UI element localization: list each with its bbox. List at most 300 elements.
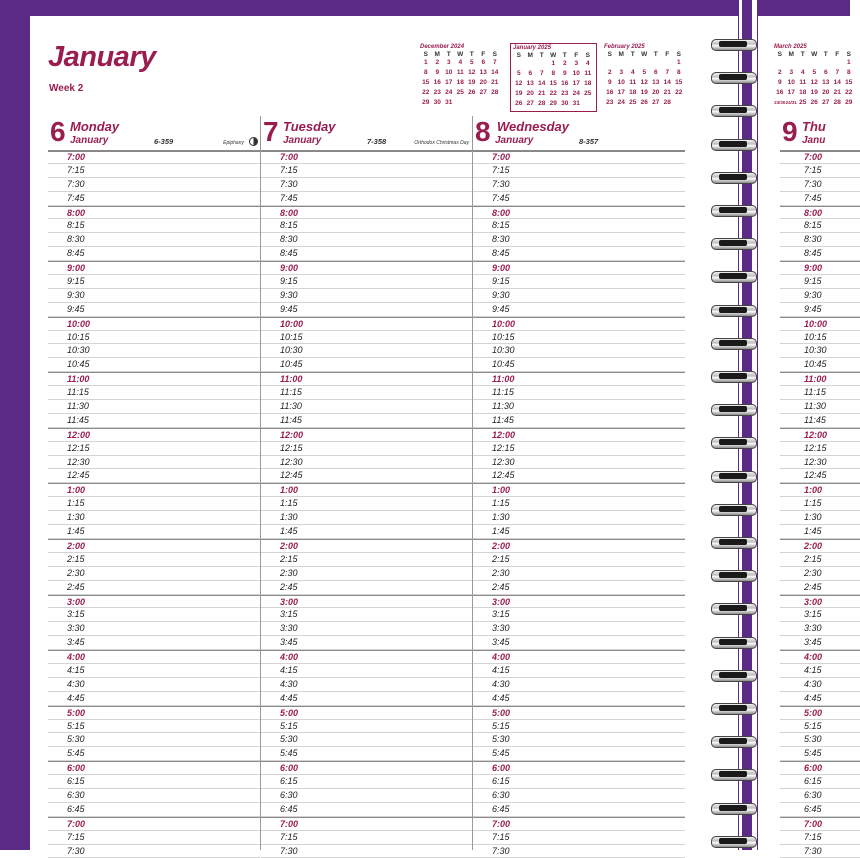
quarter-slot[interactable]: 4:30: [261, 678, 473, 692]
hour-slot[interactable]: 5:00: [473, 706, 685, 720]
spiral-coil: [711, 304, 755, 316]
quarter-slot[interactable]: 6:30: [261, 789, 473, 803]
quarter-slot[interactable]: 7:30: [48, 845, 260, 858]
mini-calendar-date: 25: [629, 99, 637, 106]
quarter-slot[interactable]: 2:30: [48, 567, 260, 581]
punch-hole: [719, 838, 747, 844]
quarter-slot[interactable]: 10:30: [780, 344, 860, 358]
spiral-coil: [711, 702, 755, 714]
quarter-slot[interactable]: 6:15: [473, 775, 685, 789]
mini-calendar-date: 12: [515, 80, 523, 87]
mini-calendar-title: February 2025: [604, 44, 645, 50]
mini-calendar-date: 24: [617, 99, 625, 106]
mini-calendar-date: 19: [515, 90, 523, 97]
punch-hole: [719, 174, 747, 180]
hour-slot[interactable]: 1:00: [261, 483, 473, 497]
quarter-slot[interactable]: 7:30: [48, 178, 260, 192]
quarter-slot[interactable]: 9:45: [48, 303, 260, 317]
quarter-slot[interactable]: 5:30: [780, 733, 860, 747]
quarter-slot[interactable]: 2:30: [473, 567, 685, 581]
quarter-slot[interactable]: 4:45: [261, 692, 473, 706]
quarter-slot[interactable]: 7:15: [473, 164, 685, 178]
mini-calendar-date: 25: [584, 90, 592, 97]
spiral-coil: [711, 270, 755, 282]
hour-slot[interactable]: 7:00: [48, 150, 260, 164]
hour-slot[interactable]: 5:00: [780, 706, 860, 720]
quarter-slot[interactable]: 8:30: [780, 233, 860, 247]
spiral-coil: [711, 104, 755, 116]
mini-calendar-date: 21: [491, 79, 499, 86]
hour-slot[interactable]: 11:00: [48, 372, 260, 386]
weekday-letter: M: [434, 51, 440, 58]
quarter-slot[interactable]: 3:15: [780, 608, 860, 622]
quarter-slot[interactable]: 7:15: [780, 831, 860, 845]
quarter-slot[interactable]: 5:45: [48, 747, 260, 761]
quarter-slot[interactable]: 9:15: [261, 275, 473, 289]
day-month: January: [283, 135, 322, 146]
weekday-letter: S: [777, 51, 782, 58]
hour-slot[interactable]: 3:00: [473, 595, 685, 609]
quarter-slot[interactable]: 3:30: [48, 622, 260, 636]
weekday-letter: M: [527, 52, 533, 59]
quarter-slot[interactable]: 1:30: [473, 511, 685, 525]
quarter-slot[interactable]: 12:45: [48, 469, 260, 483]
quarter-slot[interactable]: 3:15: [48, 608, 260, 622]
hour-slot[interactable]: 8:00: [780, 206, 860, 220]
weekday-letter: T: [446, 51, 451, 58]
hour-slot[interactable]: 10:00: [261, 317, 473, 331]
day-name: Wednesday: [497, 119, 570, 134]
hour-slot[interactable]: 1:00: [48, 483, 260, 497]
quarter-slot[interactable]: 1:45: [261, 525, 473, 539]
spiral-coil: [711, 802, 755, 814]
quarter-slot[interactable]: 12:45: [473, 469, 685, 483]
quarter-slot[interactable]: 2:15: [48, 553, 260, 567]
quarter-slot[interactable]: 1:30: [780, 511, 860, 525]
weekday-letter: W: [811, 51, 818, 58]
quarter-slot[interactable]: 10:15: [48, 331, 260, 345]
day-column: [48, 116, 260, 856]
mini-calendar-date: 9: [777, 79, 782, 86]
quarter-slot[interactable]: 1:15: [48, 497, 260, 511]
quarter-slot[interactable]: 1:15: [780, 497, 860, 511]
quarter-slot[interactable]: 10:45: [473, 358, 685, 372]
mini-calendar-date: 30: [433, 99, 441, 106]
hour-slot[interactable]: 3:00: [48, 595, 260, 609]
quarter-slot[interactable]: 6:30: [780, 789, 860, 803]
mini-calendar-date: 3: [789, 69, 794, 76]
quarter-slot[interactable]: 2:15: [261, 553, 473, 567]
quarter-slot[interactable]: 4:15: [473, 664, 685, 678]
quarter-slot[interactable]: 8:30: [48, 233, 260, 247]
quarter-slot[interactable]: 9:30: [780, 289, 860, 303]
quarter-slot[interactable]: 12:15: [48, 442, 260, 456]
mini-calendar-date: 24/31: [785, 100, 797, 105]
mini-calendar-week: [774, 88, 855, 98]
month-title: January: [48, 41, 156, 73]
quarter-slot[interactable]: 3:30: [473, 622, 685, 636]
quarter-slot[interactable]: 10:15: [780, 331, 860, 345]
mini-calendar-date: 26: [640, 99, 648, 106]
hour-slot[interactable]: 10:00: [473, 317, 685, 331]
quarter-slot[interactable]: 7:45: [473, 192, 685, 206]
quarter-slot[interactable]: 5:15: [780, 720, 860, 734]
binding-band: [742, 0, 752, 850]
mini-calendar-date: 1: [551, 60, 556, 67]
quarter-slot[interactable]: 7:15: [48, 164, 260, 178]
mini-calendar-date: 15: [549, 80, 557, 87]
hour-slot[interactable]: 7:00: [48, 817, 260, 831]
quarter-slot[interactable]: 11:30: [473, 400, 685, 414]
quarter-slot[interactable]: 10:45: [48, 358, 260, 372]
hour-slot[interactable]: 3:00: [261, 595, 473, 609]
quarter-slot[interactable]: 10:30: [48, 344, 260, 358]
quarter-slot[interactable]: 7:15: [780, 164, 860, 178]
mini-calendar-date: 26: [810, 99, 818, 106]
quarter-slot[interactable]: 4:30: [48, 678, 260, 692]
mini-calendar-date: 6: [653, 69, 658, 76]
quarter-slot[interactable]: 2:45: [473, 581, 685, 595]
quarter-slot[interactable]: 6:45: [261, 803, 473, 817]
quarter-slot[interactable]: 3:30: [780, 622, 860, 636]
quarter-slot[interactable]: 3:45: [473, 636, 685, 650]
holiday-note: Epiphany: [223, 140, 244, 146]
quarter-slot[interactable]: 9:15: [780, 275, 860, 289]
quarter-slot[interactable]: 9:45: [261, 303, 473, 317]
hour-slot[interactable]: 4:00: [261, 650, 473, 664]
mini-calendar-date: 22: [675, 89, 683, 96]
mini-calendar-date: 5: [516, 70, 521, 77]
weekday-letter: W: [457, 51, 464, 58]
quarter-slot[interactable]: 9:30: [473, 289, 685, 303]
quarter-slot[interactable]: 7:15: [261, 831, 473, 845]
hour-slot[interactable]: 10:00: [780, 317, 860, 331]
quarter-slot[interactable]: 3:45: [780, 636, 860, 650]
mini-calendar-date: 8: [676, 69, 681, 76]
quarter-slot[interactable]: 11:15: [473, 386, 685, 400]
hour-slot[interactable]: 5:00: [261, 706, 473, 720]
punch-hole: [719, 506, 747, 512]
quarter-slot[interactable]: 12:15: [780, 442, 860, 456]
hour-slot[interactable]: 12:00: [48, 428, 260, 442]
hour-slot[interactable]: 9:00: [473, 261, 685, 275]
quarter-slot[interactable]: 2:15: [780, 553, 860, 567]
quarter-slot[interactable]: 4:30: [780, 678, 860, 692]
quarter-slot[interactable]: 8:15: [261, 219, 473, 233]
quarter-slot[interactable]: 6:45: [473, 803, 685, 817]
quarter-slot[interactable]: 2:30: [261, 567, 473, 581]
hour-slot[interactable]: 7:00: [780, 817, 860, 831]
hour-slot[interactable]: 9:00: [261, 261, 473, 275]
quarter-slot[interactable]: 9:45: [780, 303, 860, 317]
mini-calendar-week: [513, 99, 594, 109]
hour-slot[interactable]: 11:00: [473, 372, 685, 386]
quarter-slot[interactable]: 11:45: [780, 414, 860, 428]
quarter-slot[interactable]: 1:15: [473, 497, 685, 511]
hour-slot[interactable]: 9:00: [780, 261, 860, 275]
quarter-slot[interactable]: 2:45: [48, 581, 260, 595]
quarter-slot[interactable]: 5:15: [261, 720, 473, 734]
quarter-slot[interactable]: 3:45: [261, 636, 473, 650]
mini-calendar-week: [420, 78, 501, 88]
quarter-slot[interactable]: 6:30: [473, 789, 685, 803]
quarter-slot[interactable]: 11:15: [261, 386, 473, 400]
quarter-slot[interactable]: 7:45: [48, 192, 260, 206]
mini-calendar-week: [513, 79, 594, 89]
quarter-slot[interactable]: 1:45: [48, 525, 260, 539]
hour-slot[interactable]: 12:00: [473, 428, 685, 442]
quarter-slot[interactable]: 3:30: [261, 622, 473, 636]
quarter-slot[interactable]: 4:45: [780, 692, 860, 706]
spiral-coil: [711, 403, 755, 415]
quarter-slot[interactable]: 7:30: [261, 178, 473, 192]
mini-calendar-date: [797, 58, 809, 68]
quarter-slot[interactable]: 7:30: [473, 178, 685, 192]
mini-calendar-date: 2: [607, 69, 612, 76]
hour-slot[interactable]: 7:00: [473, 817, 685, 831]
quarter-slot[interactable]: 4:45: [48, 692, 260, 706]
quarter-slot[interactable]: 10:15: [473, 331, 685, 345]
mini-calendar-title: December 2024: [420, 44, 465, 50]
quarter-slot[interactable]: 8:45: [48, 247, 260, 261]
quarter-slot[interactable]: 12:15: [473, 442, 685, 456]
quarter-slot[interactable]: 5:15: [48, 720, 260, 734]
quarter-slot[interactable]: 4:15: [48, 664, 260, 678]
hour-slot[interactable]: 8:00: [261, 206, 473, 220]
quarter-slot[interactable]: 6:15: [48, 775, 260, 789]
quarter-slot[interactable]: 5:30: [473, 733, 685, 747]
hour-slot[interactable]: 4:00: [780, 650, 860, 664]
hour-slot[interactable]: 10:00: [48, 317, 260, 331]
quarter-slot[interactable]: 7:30: [780, 845, 860, 858]
quarter-slot[interactable]: 12:30: [780, 456, 860, 470]
mini-calendar-date: 1: [846, 59, 851, 66]
quarter-slot[interactable]: 4:30: [473, 678, 685, 692]
mini-calendar-week: [420, 98, 501, 108]
quarter-slot[interactable]: 6:45: [48, 803, 260, 817]
quarter-slot[interactable]: 8:30: [261, 233, 473, 247]
mini-calendar-date: 19: [640, 89, 648, 96]
quarter-slot[interactable]: 2:30: [780, 567, 860, 581]
hour-slot[interactable]: 5:00: [48, 706, 260, 720]
hour-slot[interactable]: 1:00: [780, 483, 860, 497]
mini-calendar-date: [489, 98, 501, 108]
mini-calendar-weekdays: [774, 51, 855, 58]
quarter-slot[interactable]: 8:15: [48, 219, 260, 233]
hour-slot[interactable]: 4:00: [48, 650, 260, 664]
mini-calendar-date: 2: [777, 69, 782, 76]
mini-calendar-date: 31: [572, 100, 580, 107]
quarter-slot[interactable]: 3:15: [473, 608, 685, 622]
quarter-slot[interactable]: 12:30: [473, 456, 685, 470]
hour-slot[interactable]: 12:00: [261, 428, 473, 442]
quarter-slot[interactable]: 7:15: [473, 831, 685, 845]
hour-slot[interactable]: 11:00: [780, 372, 860, 386]
quarter-slot[interactable]: 10:15: [261, 331, 473, 345]
quarter-slot[interactable]: 5:45: [473, 747, 685, 761]
quarter-slot[interactable]: 5:15: [473, 720, 685, 734]
weekday-letter: S: [846, 51, 851, 58]
quarter-slot[interactable]: 6:15: [261, 775, 473, 789]
quarter-slot[interactable]: 11:30: [48, 400, 260, 414]
mini-calendar-date: [820, 58, 832, 68]
hour-slot[interactable]: 2:00: [48, 539, 260, 553]
quarter-slot[interactable]: 7:15: [48, 831, 260, 845]
mini-calendar-date: 4: [585, 60, 590, 67]
quarter-slot[interactable]: 12:15: [261, 442, 473, 456]
quarter-slot[interactable]: 11:30: [261, 400, 473, 414]
mini-calendar-title: January 2025: [513, 45, 552, 51]
hour-slot[interactable]: 12:00: [780, 428, 860, 442]
mini-calendar-date: 13: [652, 79, 660, 86]
quarter-slot[interactable]: 6:15: [780, 775, 860, 789]
mini-calendar-date: 17: [787, 89, 795, 96]
mini-calendar-week: [604, 98, 685, 108]
hour-slot[interactable]: 2:00: [780, 539, 860, 553]
day-of-year-count: 8-357: [579, 137, 599, 146]
quarter-slot[interactable]: 1:45: [780, 525, 860, 539]
quarter-slot[interactable]: 8:45: [261, 247, 473, 261]
quarter-slot[interactable]: 10:45: [780, 358, 860, 372]
mini-calendar-date: 18: [629, 89, 637, 96]
quarter-slot[interactable]: 1:30: [261, 511, 473, 525]
hour-slot[interactable]: 8:00: [473, 206, 685, 220]
quarter-slot[interactable]: 11:30: [780, 400, 860, 414]
hour-slot[interactable]: 3:00: [780, 595, 860, 609]
quarter-slot[interactable]: 9:30: [261, 289, 473, 303]
spiral-coil: [711, 669, 755, 681]
spiral-coil: [711, 768, 755, 780]
mini-calendar-week: [774, 58, 855, 68]
quarter-slot[interactable]: 5:30: [48, 733, 260, 747]
mini-calendar-date: [604, 58, 616, 68]
quarter-slot[interactable]: 4:45: [473, 692, 685, 706]
mini-calendar-date: [536, 59, 548, 69]
hour-slot[interactable]: 2:00: [261, 539, 473, 553]
punch-hole: [719, 705, 747, 711]
mini-calendar-date: 10: [445, 69, 453, 76]
quarter-slot[interactable]: 12:30: [261, 456, 473, 470]
quarter-slot[interactable]: 5:45: [780, 747, 860, 761]
quarter-slot[interactable]: 7:30: [780, 178, 860, 192]
quarter-slot[interactable]: 7:30: [473, 845, 685, 858]
quarter-slot[interactable]: 9:15: [48, 275, 260, 289]
punch-hole: [719, 74, 747, 80]
mini-calendar-date: 19: [468, 79, 476, 86]
hour-slot[interactable]: 2:00: [473, 539, 685, 553]
hour-slot[interactable]: 4:00: [473, 650, 685, 664]
quarter-slot[interactable]: 11:45: [473, 414, 685, 428]
mini-calendar-date: 18: [799, 89, 807, 96]
quarter-slot[interactable]: 11:45: [261, 414, 473, 428]
quarter-slot[interactable]: 9:45: [473, 303, 685, 317]
weekday-letter: S: [423, 51, 428, 58]
hour-slot[interactable]: 7:00: [261, 150, 473, 164]
hour-slot[interactable]: 6:00: [473, 761, 685, 775]
hour-slot[interactable]: 6:00: [261, 761, 473, 775]
mini-calendar-date: 12: [468, 69, 476, 76]
quarter-slot[interactable]: 7:15: [261, 164, 473, 178]
quarter-slot[interactable]: 12:45: [780, 469, 860, 483]
hour-slot[interactable]: 6:00: [48, 761, 260, 775]
hour-slot[interactable]: 6:00: [780, 761, 860, 775]
quarter-slot[interactable]: 2:15: [473, 553, 685, 567]
hour-slot[interactable]: 7:00: [261, 817, 473, 831]
quarter-slot[interactable]: 5:30: [261, 733, 473, 747]
quarter-slot[interactable]: 11:15: [48, 386, 260, 400]
quarter-slot[interactable]: 12:30: [48, 456, 260, 470]
mini-calendar-date: 23: [606, 99, 614, 106]
mini-calendar-week: [420, 68, 501, 78]
day-number: 7: [263, 116, 279, 147]
mini-calendar-date: 15: [675, 79, 683, 86]
quarter-slot[interactable]: 6:30: [48, 789, 260, 803]
quarter-slot[interactable]: 7:45: [261, 192, 473, 206]
quarter-slot[interactable]: 8:15: [780, 219, 860, 233]
hour-slot[interactable]: 9:00: [48, 261, 260, 275]
mini-calendar-date: 30: [561, 100, 569, 107]
mini-calendar-date: 10: [617, 79, 625, 86]
quarter-slot[interactable]: 8:15: [473, 219, 685, 233]
hour-slot[interactable]: 1:00: [473, 483, 685, 497]
quarter-slot[interactable]: 9:30: [48, 289, 260, 303]
quarter-slot[interactable]: 11:45: [48, 414, 260, 428]
weekday-letter: T: [823, 51, 828, 58]
quarter-slot[interactable]: 10:30: [473, 344, 685, 358]
quarter-slot[interactable]: 7:45: [780, 192, 860, 206]
quarter-slot[interactable]: 3:45: [48, 636, 260, 650]
quarter-slot[interactable]: 3:15: [261, 608, 473, 622]
mini-calendar-week: [513, 59, 594, 69]
quarter-slot[interactable]: 10:30: [261, 344, 473, 358]
quarter-slot[interactable]: 12:45: [261, 469, 473, 483]
hour-slot[interactable]: 7:00: [780, 150, 860, 164]
quarter-slot[interactable]: 1:30: [48, 511, 260, 525]
mini-calendar-date: 7: [665, 69, 670, 76]
quarter-slot[interactable]: 6:45: [780, 803, 860, 817]
quarter-slot[interactable]: 1:15: [261, 497, 473, 511]
weekday-letter: M: [618, 51, 624, 58]
quarter-slot[interactable]: 9:15: [473, 275, 685, 289]
quarter-slot[interactable]: 2:45: [261, 581, 473, 595]
quarter-slot[interactable]: 4:15: [261, 664, 473, 678]
quarter-slot[interactable]: 8:45: [780, 247, 860, 261]
hour-slot[interactable]: 11:00: [261, 372, 473, 386]
quarter-slot[interactable]: 5:45: [261, 747, 473, 761]
day-header: [780, 116, 860, 152]
day-column: [780, 116, 860, 856]
mini-calendar-date: 6: [823, 69, 828, 76]
hour-slot[interactable]: 7:00: [473, 150, 685, 164]
hour-slot[interactable]: 8:00: [48, 206, 260, 220]
right-page: [758, 16, 853, 856]
quarter-slot[interactable]: 1:45: [473, 525, 685, 539]
quarter-slot[interactable]: 11:15: [780, 386, 860, 400]
mini-calendar-following: [774, 44, 855, 108]
quarter-slot[interactable]: 2:45: [780, 581, 860, 595]
mini-calendar-date: 12: [810, 79, 818, 86]
quarter-slot[interactable]: 10:45: [261, 358, 473, 372]
mini-calendar-date: 25: [456, 89, 464, 96]
quarter-slot[interactable]: 8:45: [473, 247, 685, 261]
quarter-slot[interactable]: 7:30: [261, 845, 473, 858]
mini-calendar-date: 2: [435, 59, 440, 66]
quarter-slot[interactable]: 4:15: [780, 664, 860, 678]
mini-calendar-date: [478, 98, 490, 108]
quarter-slot[interactable]: 8:30: [473, 233, 685, 247]
mini-calendar-date: 22: [845, 89, 853, 96]
mini-calendar-date: 7: [835, 69, 840, 76]
